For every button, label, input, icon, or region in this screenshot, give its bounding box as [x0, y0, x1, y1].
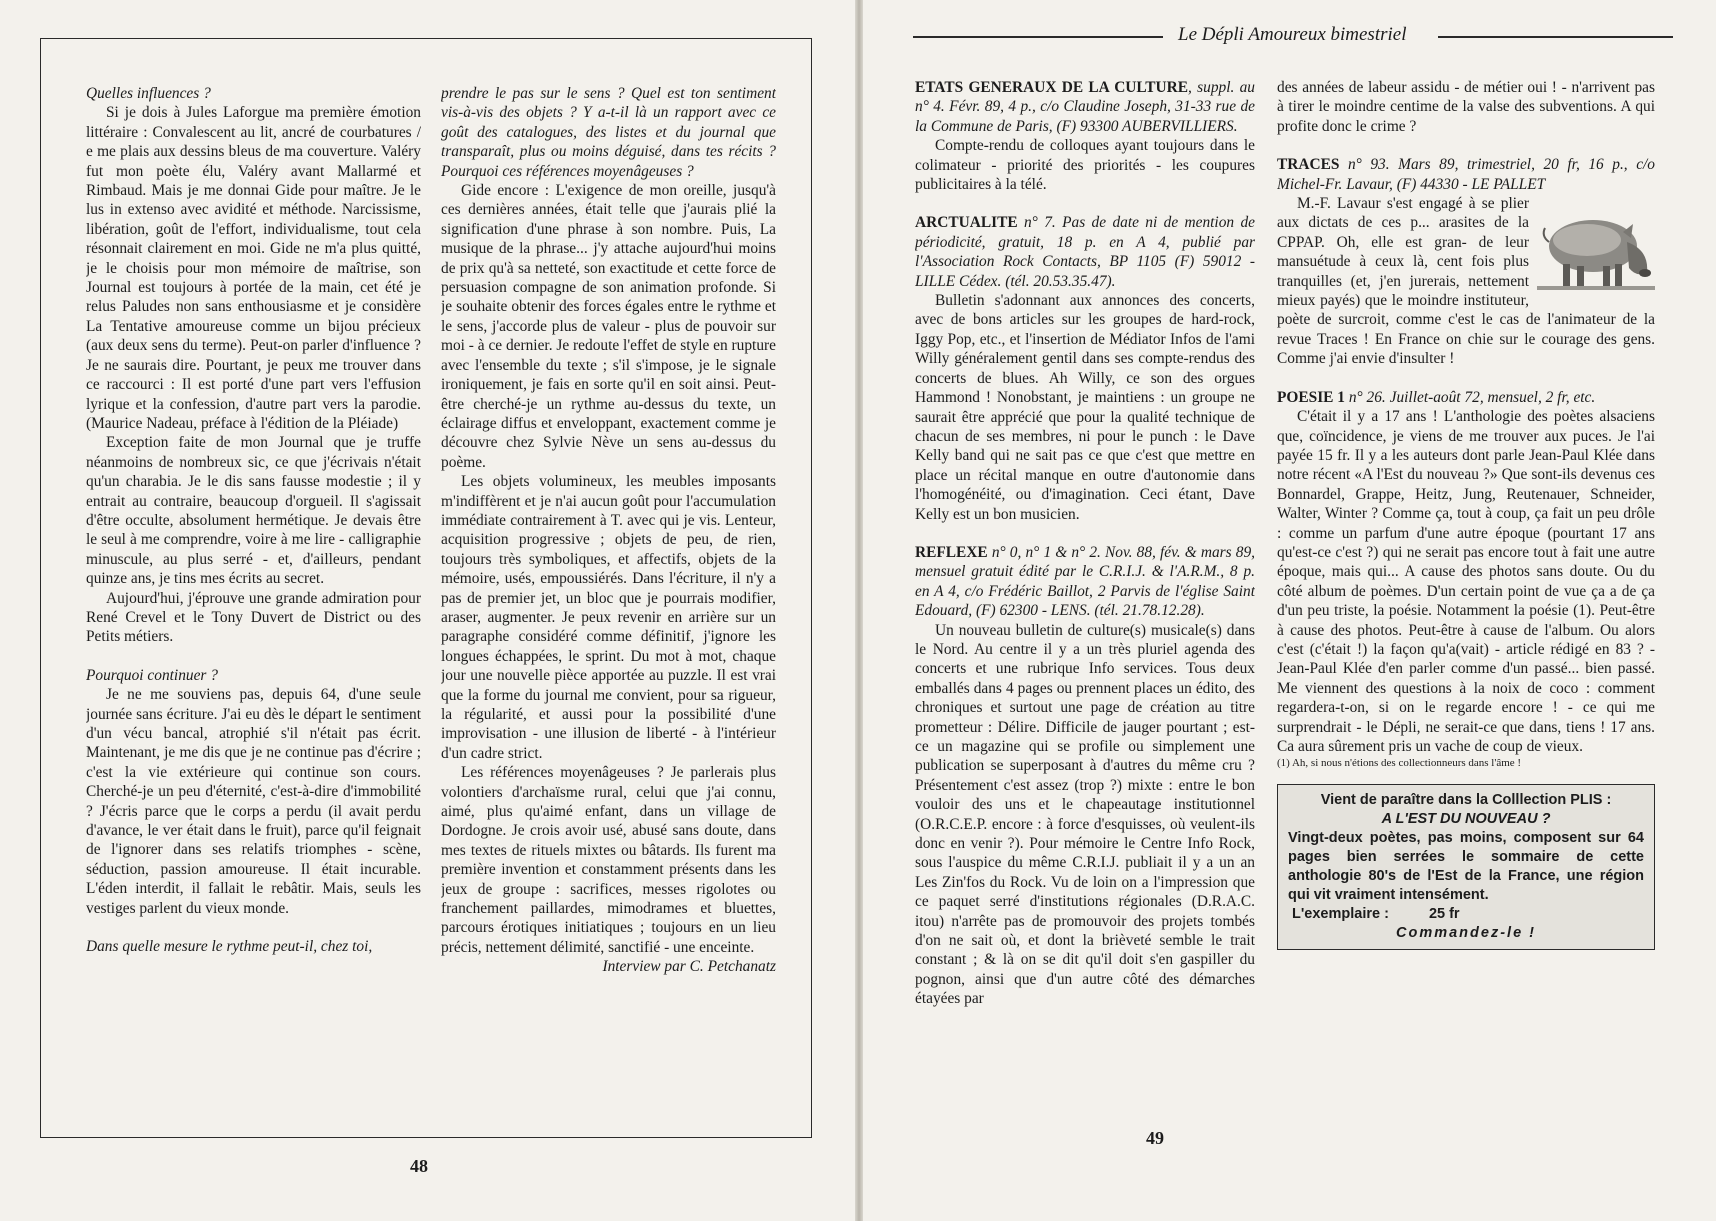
- review-body: des années de labeur assidu - de métier oui ! - n'arrivent pas à tirer le moindre centime de la valse des subventions. A qui profite donc le crime ?: [1277, 79, 1655, 135]
- review-column-1: [915, 78, 1255, 1158]
- ad-price-line: [1288, 905, 1644, 924]
- question-heading: Quelles influences ?: [86, 85, 211, 102]
- paragraph: Aujourd'hui, j'éprouve une grande admiration pour René Crevel et le Tony Duvert de District ou des Petits métiers.: [86, 589, 421, 646]
- page-number: 48: [410, 1156, 428, 1176]
- review-title: ETATS GENERAUX DE LA CULTURE: [915, 79, 1189, 96]
- ad-announcement: Vient de paraître dans la Colllection PLIS :: [1320, 792, 1612, 809]
- review-body: C'était il y a 17 ans ! L'anthologie des poètes alsaciens que, coïncidence, je viens de me trouver aux puces. Je l'ai payée 15 fr. Il y a les auteurs dont parle Jean-Paul Klée dans notre récent «A l'Est du nouveau ?» Que sont-ils devenus ces Bonnardel, Grappe, Heitz, Jung, Reutenauer, Schneider, Walter, Winter ? Comme ça, tout à coup, ça fait un peu drôle : comme un parfum d'une autre époque (pourtant 17 ans qu'est-ce c'est ?) qui ne serait pas encore tout à fait une autre époque, mais qui... A cause des photos sans doute. Ou du côté album de poèmes. D'un certain point de vue ça a de ça d'un peu triste, la poésie. Notamment la poésie (1). Peut-être à cause des photos. Peut-être à cause de l'album. Ou alors c'est (c'était !) la façon qu'a(vait) - article rédigé en 83 ? - Jean-Paul Klée d'en parler comme d'un passé... bien passé. Me viennent des questions à la noix de coco : comment regardera-t-on, si on le regarde encore ! - ce qui me surprendrait - le Dépli, ne serait-ce que dans, tiens ! 17 ans. Ca aura sûrement pris un vache de coup de vieux.: [1277, 408, 1655, 755]
- review-entry-header: [1277, 388, 1655, 407]
- review-columns: [915, 78, 1655, 1158]
- paragraph: Gide encore : L'exigence de mon oreille, jusqu'à ces dernières années, était telle que j'aurais plié la signification d'une phrase à son nombre. Puis, La musique de la phrase... j'y attache aujourd'hui moins de prix qu'à sa netteté, son exactitude et cette force de persuasion compagne de son animation profonde. Si je souhaite obtenir des forces égales entre le rythme et le sens, j'accorde plus de valeur - plus de pouvoir sur moi - à ce dernier. Je redoute l'effet de style en rupture avec l'ensemble du texte ; s'il s'impose, je le signale ironiquement, je fais en sorte qu'il en soit ainsi. Peut-être cherché-je un rythme au-dessus du texte, un éclairage diffus et enveloppant, exactement comme je découvre chez Sylvie Nève un sens au-dessus du poème.: [441, 182, 776, 471]
- right-page: [863, 0, 1716, 1221]
- paragraph: Les objets volumineux, les meubles imposants m'indiffèrent et je n'ai aucun goût pour l'accumulation immédiate contrairement à T. avec qui je vis. Lenteur, acquisition progressive ; objets de peu, de rien, toujours très symboliques, et affectifs, objets de la mémoire, usés, empoussiérés. Dans l'écriture, il n'y a pas de premier jet, un bloc que je pourrais modifier, araser, augmenter. Je peux revenir en arrière sur un paragraphe considéré comme définitif, j'ignore les longues échappées, le sprint. Du mot à mot, chaque jour une nouvelle pièce apportée au puzzle. Il est vrai que la forme du journal me convient, pour sa rigueur, la régularité, et aussi pour la possibilité d'une improvisation - une illusion de liberté - à l'intérieur d'un cadre strict.: [441, 473, 776, 762]
- ad-book-title: A L'EST DU NOUVEAU ?: [1381, 811, 1551, 828]
- review-body: Bulletin s'adonnant aux annonces des concerts, avec de bons articles sur les groupes de hard-rock, Iggy Pop, etc., et l'insertion de Médiator Infos de l'ami Willy généralement gentil dans ses compte-rendus des concerts de blues. Ah Willy, ce son des orgues Hammond ! Nonobstant, je maintiens : un groupe ne saurait être apprécié que pour la qualité technique de chacun de ses membres, ni pour le punch : le Dave Kelly band qui ne sait pas ce que c'est que mettre en place un récital manque en outre d'autonomie dans l'homogénéité, ou d'imagination. Ceci étant, Dave Kelly est un bon musicien.: [915, 292, 1255, 523]
- review-entry-header: [915, 78, 1255, 136]
- paragraph: Je ne me souviens pas, depuis 64, d'une seule journée sans écriture. J'ai eu dès le départ le sentiment d'un vécu bancal, atrophié s'il n'était pas écrit. Maintenant, je me dis que je ne continue pas d'écrire ; c'est la vie extérieure qui continue son cours. Cherché-je un peu d'éternité, c'est-à-dire d'immobilité ? J'écris parce que le corps a perdu (il avait perdu d'avance, le ver était dans le fruit), parce qu'il feignait de l'ignorer dans ses relatifs triomphes - scène, séduction, passion amoureuse. Il était incurable. L'éden interdit, il fallait le rebâtir. Mais, seuls les vestiges parlent du vieux monde.: [86, 686, 421, 917]
- review-details: n° 26. Juillet-août 72, mensuel, 2 fr, etc.: [1345, 388, 1596, 406]
- review-details: n° 7. Pas de date ni de mention de périodicité, gratuit, 18 p. en A 4, publié par l'Association Rock Contacts, BP 1105 (F) 59012 - LILLE Cédex. (tél. 20.53.35.47).: [915, 214, 1255, 290]
- review-body: M.-F. Lavaur s'est engagé à se plier aux dictats de ces p... arasites de la CPPAP. Oh, elle est gran- de leur mansuétude à ceux là, cent fois plus tranquilles (et, j'en jurerais, nettement mieux payés) que le moindre instituteur, poète de surcroit, comme c'est le cas de l'animateur de la revue Traces ! En France on chie sur le courage des gens. Comme j'ai envie d'insulter !: [1277, 195, 1655, 368]
- interview-column-2: [441, 84, 776, 1124]
- interview-columns: [86, 84, 776, 1124]
- review-title: ARCTUALITE: [915, 214, 1018, 232]
- ad-price-label: L'exemplaire :: [1292, 906, 1389, 923]
- running-head-title: Le Dépli Amoureux bimestriel: [1178, 24, 1407, 45]
- review-details: n° 0, n° 1 & n° 2. Nov. 88, fév. & mars 89, mensuel gratuit édité par le C.R.I.J. & l'A.R.M., 8 p. en A 4, c/o Frédéric Baillot, 2 Parvis de l'église Saint Edouard, (F) 62300 - LENS. (tél. 21.78.12.28).: [915, 543, 1255, 620]
- review-entry-header: [915, 543, 1255, 621]
- advertisement-box: [1277, 784, 1655, 950]
- paragraph: Les références moyenâgeuses ? Je parlerais plus volontiers d'archaïsme rural, celui que j'ai connu, aimé, plus qu'aimé enfant, dans un village de Dordogne. Je crois avoir usé, abusé sans doute, dans mes textes de rituels mixtes ou bâtards. Ils furent ma première invention et constamment présents dans les jeux de groupe : sacrifices, messes rigolotes ou franchement paillardes, mimodrames et bluettes, parcours érotiques initiatiques ; toujours en un lieu précis, nettement délimité, sanctifié - une enceinte.: [441, 764, 776, 956]
- question-heading: Dans quelle mesure le rythme peut-il, chez toi,: [86, 938, 373, 956]
- review-details: , suppl. au n° 4. Févr. 89, 4 p., c/o Claudine Joseph, 31-33 rue de la Commune de Paris, (F) 93300 AUBERVILLIERS.: [915, 79, 1255, 135]
- book-gutter: [855, 0, 863, 1221]
- review-entry-header: [915, 213, 1255, 291]
- review-body: Compte-rendu de colloques ayant toujours dans le colimateur - priorité des priorités - les coupures publicitaires à la télé.: [915, 137, 1255, 194]
- review-title: POESIE 1: [1277, 388, 1345, 406]
- left-page: [0, 0, 855, 1221]
- running-head: [913, 24, 1673, 48]
- ad-price: 25 fr: [1428, 906, 1460, 923]
- review-column-2: [1277, 78, 1655, 1158]
- question-heading: Pourquoi continuer ?: [86, 666, 218, 684]
- review-details: n° 93. Mars 89, trimestriel, 20 fr, 16 p., c/o Michel-Fr. Lavaur, (F) 44330 - LE PALLET: [1277, 156, 1655, 193]
- review-entry-header: [1277, 155, 1655, 194]
- pig-illustration-icon: [1537, 198, 1655, 294]
- review-title: TRACES: [1277, 156, 1340, 174]
- review-title: REFLEXE: [915, 543, 988, 561]
- ad-order-call: Commandez-le !: [1396, 925, 1536, 942]
- question-heading: prendre le pas sur le sens ? Quel est ton sentiment vis-à-vis des objets ? Y a-t-il là un rapport avec ce goût des catalogues, des listes et du journal que transparaît, plus ou moins déguisé, dans tes récits ? Pourquoi ces références moyenâgeuses ?: [441, 85, 776, 180]
- interview-signature: Interview par C. Petchanatz: [602, 958, 776, 976]
- ad-description: Vingt-deux poètes, pas moins, composent sur 64 pages bien serrées le sommaire de cette anthologie 80's de l'Est de la France, une région qui vit vraiment intensément.: [1288, 830, 1644, 904]
- paragraph: Si je dois à Jules Laforgue ma première émotion littéraire : Convalescent au lit, ancré de courbatures / e me plais aux dessins bleus de ma couverture. Valéry fut mon poète élu, Valéry avant Mallarmé et Rimbaud. Mais je me donnai Gide pour maître. Je le lus in extenso avec avidité et méthode. Narcissisme, libération, goût de l'effort, individualisme, tout cela résonnait clairement en moi. Gide ne m'a plus quitté, je le choisis pour mon mémoire de maîtrise, son Journal est toujours à portée de la main, cet été je relus Paludes non sans enthousiasme et je considère La Tentative amoureuse comme un bijou précieux (aux deux sens du terme). Peut-on parler d'influence ? Je ne saurais dire. Pourtant, je peux me trouver dans ce raccourci : Il est porté d'une part vers l'effusion lyrique et la confession, d'autre part vers la parodie. (Maurice Nadeau, préface à l'édition de la Pléiade): [86, 104, 421, 432]
- interview-column-1: [86, 84, 421, 1124]
- footnote: (1) Ah, si nous n'étions des collectionneurs dans l'âme !: [1277, 757, 1522, 770]
- page-number: 49: [1146, 1128, 1164, 1148]
- paragraph: Exception faite de mon Journal que je truffe néanmoins de nombreux sic, ce que j'écrivais n'était qu'un charabia. Je le dis sans fausse modestie ; il y entrait au contraire, beaucoup d'orgueil. Il s'agissait d'être occulte, absolument hermétique. Je devais être le seul à me comprendre, voire à me lire - calligraphie minuscule, au plus serré - et, d'ailleurs, pendant quinze ans, je tins mes écrits au secret.: [86, 434, 421, 588]
- review-body: Un nouveau bulletin de culture(s) musicale(s) dans le Nord. Au centre il y a un très pluriel agenda des concerts et une rubrique Info services. Tous deux emballés dans 4 pages ou prennent places un édito, des chroniques et surtout une page de création au titre prometteur : Délire. Difficile de jauger pourtant ; est-ce un magazine qui se profile ou simplement une publication se superposant à d'autres du même cru ? Présentement c'est assez (trop ?) mixte : entre le bon vouloir des uns et le chapeautage institutionnel (O.R.C.E.P. encore : à force d'esquisses, où veulent-ils donc en venir ?). Pour mémoire le Centre Info Rock, sous l'auspice du même C.R.I.J. publiait il y a un an Les Zin'fos du Rock. Vu de loin on a l'impression que ce paquet serré d'institutions régionales (D.R.A.C. itou) n'arrête pas de promouvoir des projets tombés d'on ne sait où, et dont la brièveté semble le trait constant ; & là on se dit qu'il doit s'en gaspiller du pognon, ainsi que d'un autre côté des démarches étayées par: [915, 621, 1255, 1008]
